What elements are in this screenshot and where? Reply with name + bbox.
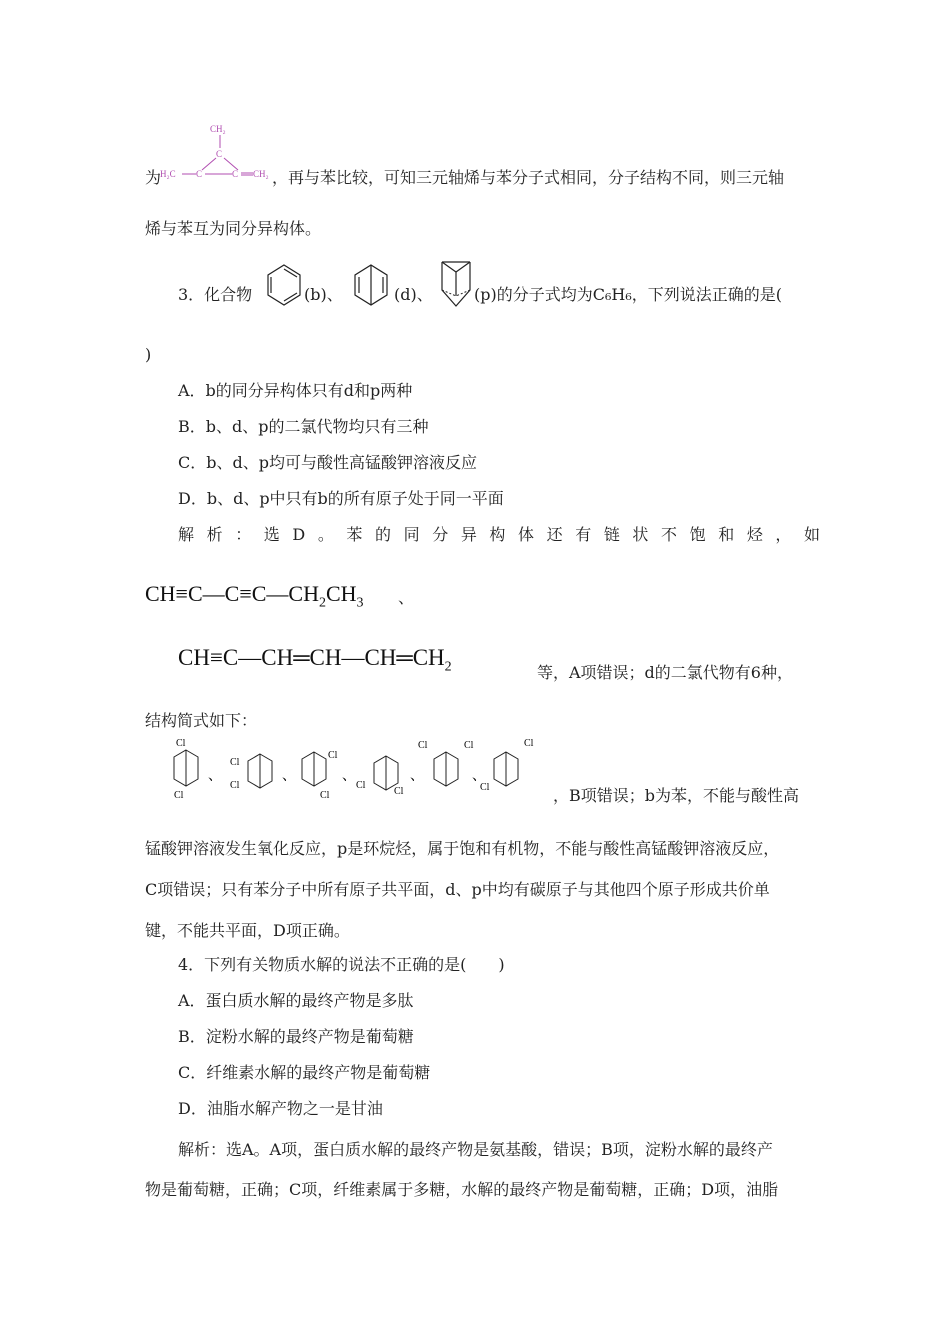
q3-answer-line5: ，B项错误；b为苯，不能与酸性高 (553, 786, 800, 805)
q4-stem: 4．下列有关物质水解的说法不正确的是( ) (178, 955, 505, 974)
cl-label: Cl (394, 786, 404, 797)
dewar-benzene-structure-d (350, 262, 392, 310)
q3-paren-close: ) (145, 345, 152, 364)
formula-1-sub2: 3 (356, 595, 364, 611)
dichloro-structure-6 (480, 738, 534, 793)
q3-label-b: (b)、 (304, 285, 343, 304)
struct-c-right: C (232, 169, 239, 179)
q4-option-c: C．纤维素水解的最终产物是葡萄糖 (178, 1063, 431, 1082)
struct-ch2-top: CH₂ (210, 124, 226, 134)
dichloro-structure-1 (174, 738, 198, 801)
p2-text-line1: ，再与苯比较，可知三元轴烯与苯分子式相同，分子结构不同，则三元轴 (272, 168, 785, 187)
q4-option-a: A．蛋白质水解的最终产物是多肽 (178, 991, 414, 1010)
formula-1-separator: 、 (398, 588, 415, 607)
dichloro-structure-4 (356, 756, 404, 797)
triaxial-ene-structure (160, 120, 275, 185)
formula-2-sub: 2 (444, 659, 452, 675)
struct-c-mid: C (216, 149, 223, 159)
sep-1: 、 (208, 769, 222, 784)
formula-1-main: CH≡C—C≡C—CH (145, 581, 319, 606)
q3-answer-line8: 键，不能共平面，D项正确。 (145, 921, 350, 940)
cl-label: Cl (230, 780, 240, 791)
sep-2: 、 (282, 769, 296, 784)
q3-label-p: (p)的分子式均为C₆H₆，下列说法正确的是( (474, 285, 782, 304)
formula-2 (178, 645, 452, 676)
dichloro-structures (168, 736, 548, 808)
struct-ch2-right: CH₂ (253, 169, 269, 179)
q3-answer-line6: 锰酸钾溶液发生氧化反应，p是环烷烃，属于饱和有机物，不能与酸性高锰酸钾溶液反应， (145, 839, 780, 858)
dichloro-structure-3 (302, 750, 338, 801)
q3-option-b: B．b、d、p的二氯代物均只有三种 (178, 417, 429, 436)
cl-label: Cl (230, 757, 240, 768)
q3-answer-line7: C项错误；只有苯分子中所有原子共平面，d、p中均有碳原子与其他四个原子形成共价单 (145, 880, 770, 899)
formula-1-sub: 2 (318, 595, 326, 611)
q3-answer-line1: 解析：选D。苯的同分异构体还有链状不饱和烃，如 (178, 525, 833, 544)
benzene-structure-b (264, 262, 304, 310)
sep-4: 、 (410, 769, 424, 784)
cl-label: Cl (480, 782, 490, 793)
cl-label: Cl (524, 738, 534, 749)
sep-5: 、 (472, 769, 486, 784)
q4-option-b: B．淀粉水解的最终产物是葡萄糖 (178, 1027, 414, 1046)
cl-label: Cl (320, 790, 330, 801)
q3-option-a: A．b的同分异构体只有d和p两种 (178, 381, 413, 400)
cl-label: Cl (356, 780, 366, 791)
q3-prefix: 3．化合物 (178, 285, 253, 304)
dichloro-structure-2 (230, 754, 272, 791)
p2-prefix: 为 (145, 168, 162, 187)
formula-1 (145, 581, 364, 611)
formula-2-main: CH≡C—CH═CH—CH═CH (178, 645, 445, 670)
q3-answer-line3: 等，A项错误；d的二氯代物有6种， (537, 663, 793, 682)
q3-answer-line4: 结构简式如下： (145, 711, 258, 730)
q4-option-d: D．油脂水解产物之一是甘油 (178, 1099, 383, 1118)
cl-label: Cl (464, 740, 474, 751)
cl-label: Cl (328, 750, 338, 761)
dichloro-structure-5 (418, 740, 474, 786)
prismane-structure-p (438, 258, 474, 310)
struct-c-left: C (196, 169, 203, 179)
cl-label: Cl (418, 740, 428, 751)
formula-1-tail: CH (325, 581, 357, 606)
cl-label: Cl (176, 738, 186, 749)
p2-text-line2: 烯与苯互为同分异构体。 (145, 219, 322, 238)
q3-option-c: C．b、d、p均可与酸性高锰酸钾溶液反应 (178, 453, 477, 472)
q3-option-d: D．b、d、p中只有b的所有原子处于同一平面 (178, 489, 504, 508)
cl-label: Cl (174, 790, 184, 801)
struct-h2c: H₂C (160, 169, 176, 179)
q4-answer-line2: 物是葡萄糖，正确；C项，纤维素属于多糖，水解的最终产物是葡萄糖，正确；D项，油脂 (145, 1180, 779, 1199)
q3-label-d: (d)、 (394, 285, 433, 304)
q4-answer-line1: 解析：选A。A项，蛋白质水解的最终产物是氨基酸，错误；B项，淀粉水解的最终产 (178, 1140, 773, 1159)
sep-3: 、 (342, 769, 356, 784)
